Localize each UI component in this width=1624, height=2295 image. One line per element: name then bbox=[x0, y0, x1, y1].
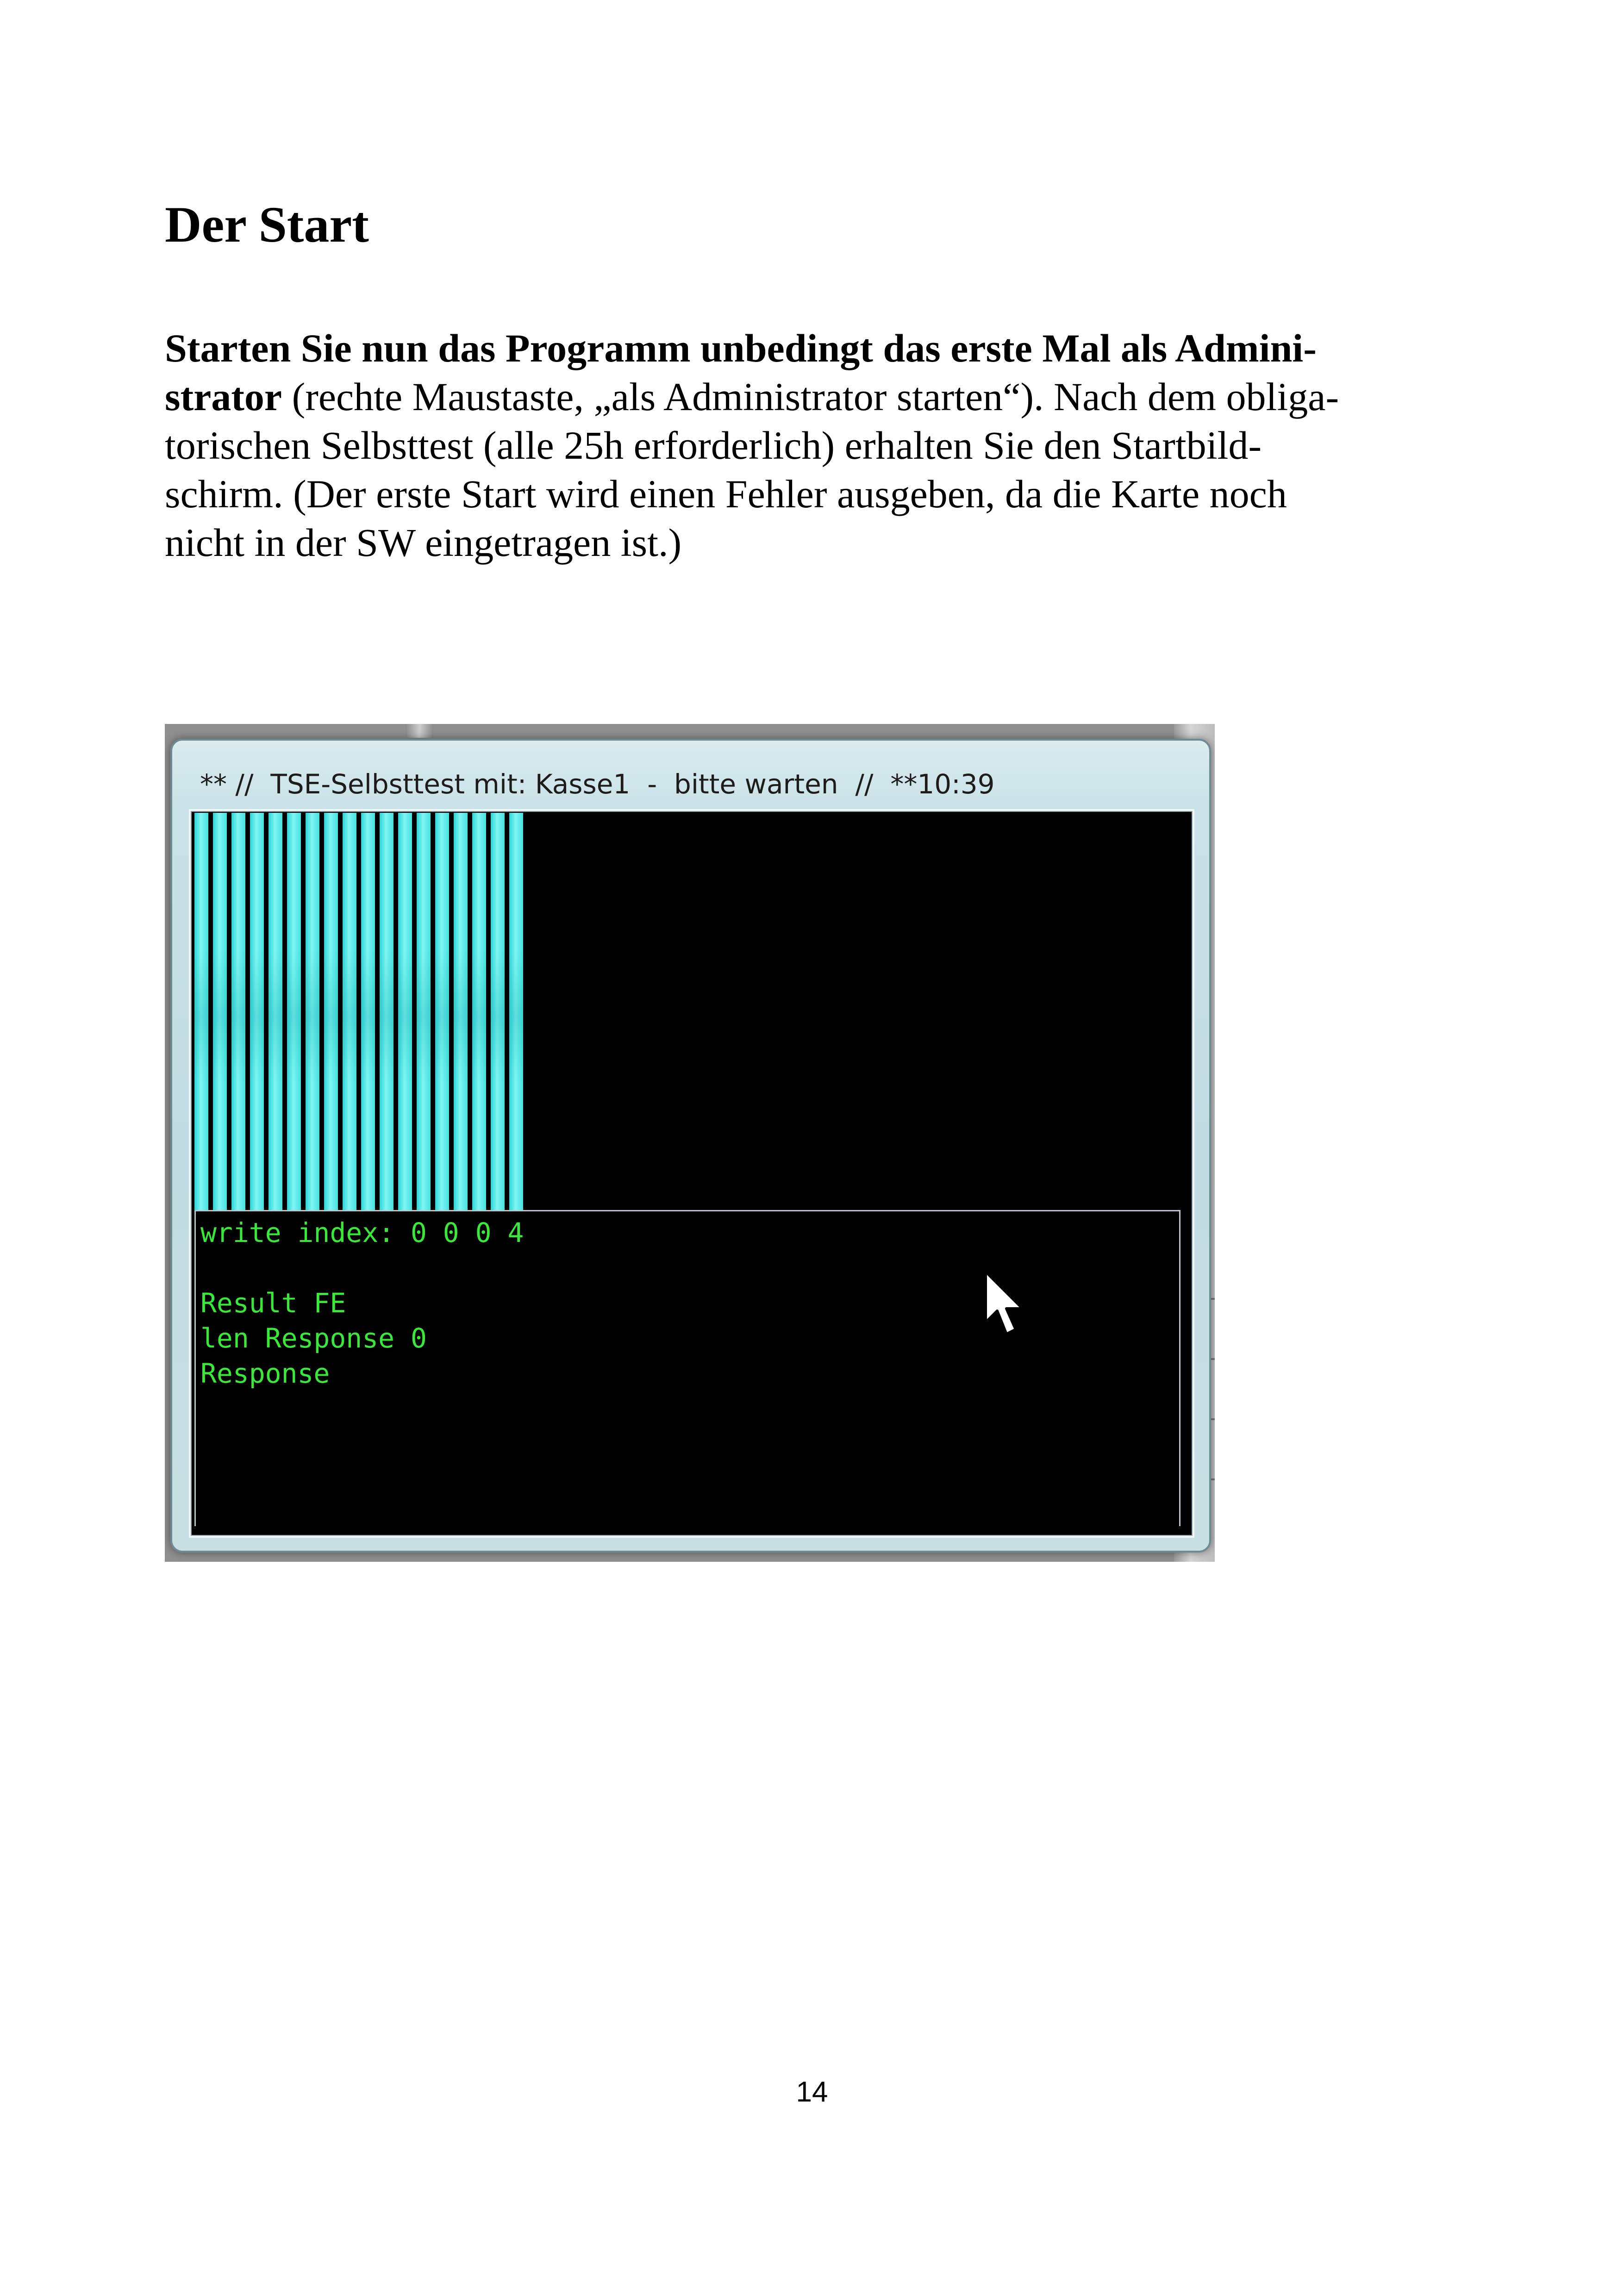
gauge-bar bbox=[287, 813, 301, 1210]
gauge-bar bbox=[250, 813, 264, 1210]
page-heading: Der Start bbox=[165, 196, 369, 253]
log-output bbox=[200, 1215, 524, 1391]
log-line bbox=[200, 1250, 524, 1285]
gauge-bar bbox=[324, 813, 338, 1210]
gauge-bar bbox=[380, 813, 394, 1210]
gauge-bar bbox=[491, 813, 505, 1210]
paragraph-line-1 bbox=[165, 324, 1452, 373]
gauge-bar bbox=[213, 813, 227, 1210]
paragraph-line-5: nicht in der SW eingetragen ist.) bbox=[165, 520, 682, 565]
log-line: Response bbox=[200, 1358, 330, 1389]
selftest-window[interactable] bbox=[170, 739, 1211, 1553]
gauge-bar bbox=[343, 813, 356, 1210]
paragraph-bold-part-1: Starten Sie nun das Programm unbedingt das erste Mal als Admini- bbox=[165, 326, 1317, 370]
background-window-edge bbox=[406, 724, 433, 738]
paragraph-line-3: torischen Selbsttest (alle 25h erforderlich) erhalten Sie den Startbild- bbox=[165, 423, 1262, 468]
mouse-pointer-icon bbox=[983, 1269, 1034, 1339]
page-number: 14 bbox=[796, 2076, 828, 2108]
gauge-bar bbox=[454, 813, 468, 1210]
gauge-bar bbox=[509, 813, 523, 1210]
intro-paragraph bbox=[165, 324, 1452, 567]
gauge-bar bbox=[417, 813, 431, 1210]
paragraph-line-2-rest: (rechte Maustaste, „als Administrator starten“). Nach dem obliga- bbox=[282, 374, 1339, 419]
gauge-bar bbox=[269, 813, 282, 1210]
paragraph-line-2 bbox=[165, 373, 1452, 421]
gauge-bar bbox=[194, 813, 208, 1210]
progress-gauge bbox=[194, 813, 528, 1210]
window-title: ** // TSE-Selbsttest mit: Kasse1 - bitte warten // **10:39 bbox=[200, 768, 995, 800]
paragraph-line-4: schirm. (Der erste Start wird einen Fehler ausgeben, da die Karte noch bbox=[165, 472, 1287, 516]
paragraph-bold-part-2: strator bbox=[165, 374, 282, 419]
log-line: len Response 0 bbox=[200, 1322, 427, 1354]
selftest-screenshot bbox=[165, 724, 1215, 1562]
gauge-bar bbox=[306, 813, 319, 1210]
window-client-area bbox=[189, 809, 1194, 1538]
gauge-bar bbox=[361, 813, 375, 1210]
log-line: write index: 0 0 0 4 bbox=[200, 1217, 524, 1248]
gauge-bar bbox=[472, 813, 486, 1210]
log-line: Result FE bbox=[200, 1287, 346, 1319]
gauge-bar bbox=[231, 813, 245, 1210]
gauge-bar bbox=[398, 813, 412, 1210]
log-panel bbox=[194, 1210, 1181, 1526]
gauge-bar bbox=[435, 813, 449, 1210]
